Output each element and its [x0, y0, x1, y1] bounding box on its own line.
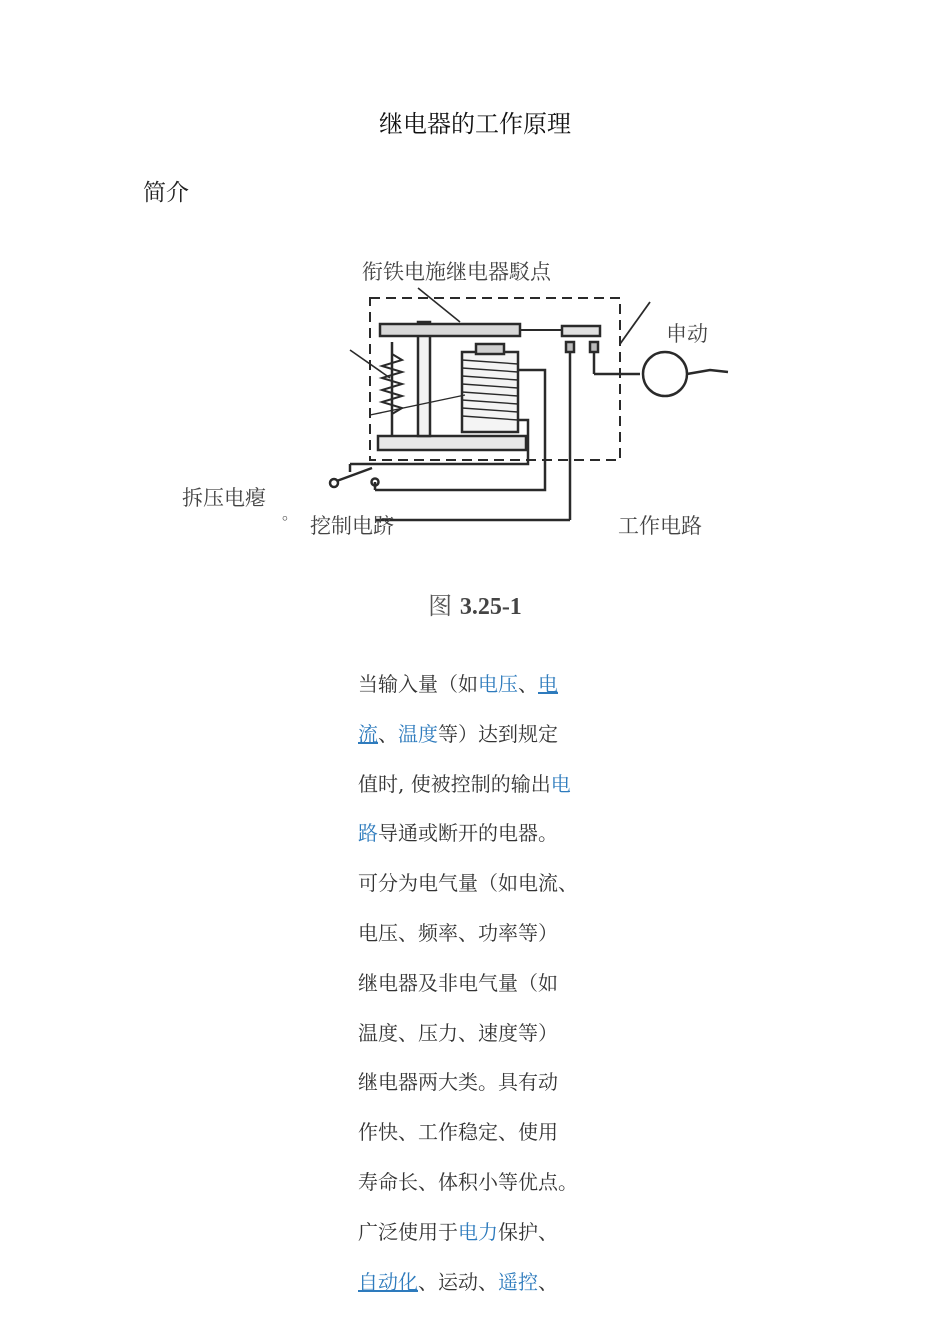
paragraph-text: 、 — [518, 672, 538, 696]
figure-label-top: 衔铁电施继电器駁点 — [362, 260, 551, 284]
inline-link[interactable]: 电压 — [478, 672, 518, 696]
page-title: 继电器的工作原理 — [379, 110, 571, 138]
inline-link[interactable]: 遥控 — [498, 1269, 538, 1294]
paragraph-text: 继电器两大类。具有动 — [358, 1070, 558, 1095]
inline-link[interactable]: 温度 — [398, 721, 438, 746]
inline-link[interactable]: 自动化 — [358, 1269, 418, 1294]
paragraph-text: 寿命长、体积小等优点。 — [358, 1169, 578, 1194]
intro-paragraph — [358, 660, 618, 1307]
paragraph-text: 作快、工作稳定、使用 — [358, 1120, 558, 1145]
paragraph-text: 等）达到规定 — [438, 721, 558, 746]
paragraph-text: 保护、 — [498, 1219, 558, 1244]
paragraph-text: 、运动、 — [418, 1269, 498, 1294]
paragraph-text: 广泛使用于 — [358, 1219, 458, 1244]
paragraph-line — [358, 660, 618, 710]
inline-link[interactable]: 流 — [358, 721, 378, 746]
paragraph-line — [358, 959, 618, 1009]
figure-caption — [0, 586, 950, 621]
paragraph-line — [358, 1158, 618, 1208]
paragraph-line — [358, 1058, 618, 1108]
paragraph-line — [358, 909, 618, 959]
figure-label-left: 拆压电瘪 — [182, 486, 266, 510]
inline-link[interactable]: 电力 — [458, 1219, 498, 1244]
inline-link[interactable]: 路 — [358, 821, 378, 846]
figure-label-control-circuit: 挖制电跻 — [310, 514, 394, 538]
paragraph-text: 温度、压力、速度等） — [358, 1020, 558, 1045]
paragraph-line — [358, 710, 618, 760]
relay-diagram — [150, 250, 790, 550]
paragraph-text: 电压、频率、功率等） — [358, 920, 558, 945]
paragraph-text: 当输入量（如 — [358, 672, 478, 696]
paragraph-line — [358, 1108, 618, 1158]
figure-caption-prefix: 图 — [428, 592, 453, 620]
figure-label-right: 申动 — [666, 322, 708, 346]
section-heading: 简介 — [143, 180, 189, 206]
inline-link[interactable]: 电 — [550, 771, 571, 796]
figure-caption-number: 3.25-1 — [459, 594, 522, 620]
paragraph-text: 继电器及非电气量（如 — [358, 970, 558, 995]
figure-label-working-circuit: 工作电路 — [618, 514, 702, 538]
paragraph-line — [358, 1009, 618, 1059]
paragraph-line — [358, 1208, 618, 1258]
paragraph-line — [358, 1258, 618, 1308]
paragraph-text: 导通或断开的电器。 — [378, 821, 558, 846]
paragraph-line — [358, 859, 618, 909]
paragraph-text: 、 — [538, 1269, 558, 1294]
paragraph-text: 可分为电气量（如电流、 — [358, 871, 578, 896]
paragraph-text: 值时, 使被控制的输出 — [358, 771, 551, 796]
paragraph-line — [358, 809, 618, 859]
figure-label-dot: 。 — [282, 504, 299, 523]
inline-link[interactable]: 电 — [538, 672, 558, 696]
paragraph-line — [358, 760, 618, 810]
paragraph-text: 、 — [378, 721, 398, 746]
